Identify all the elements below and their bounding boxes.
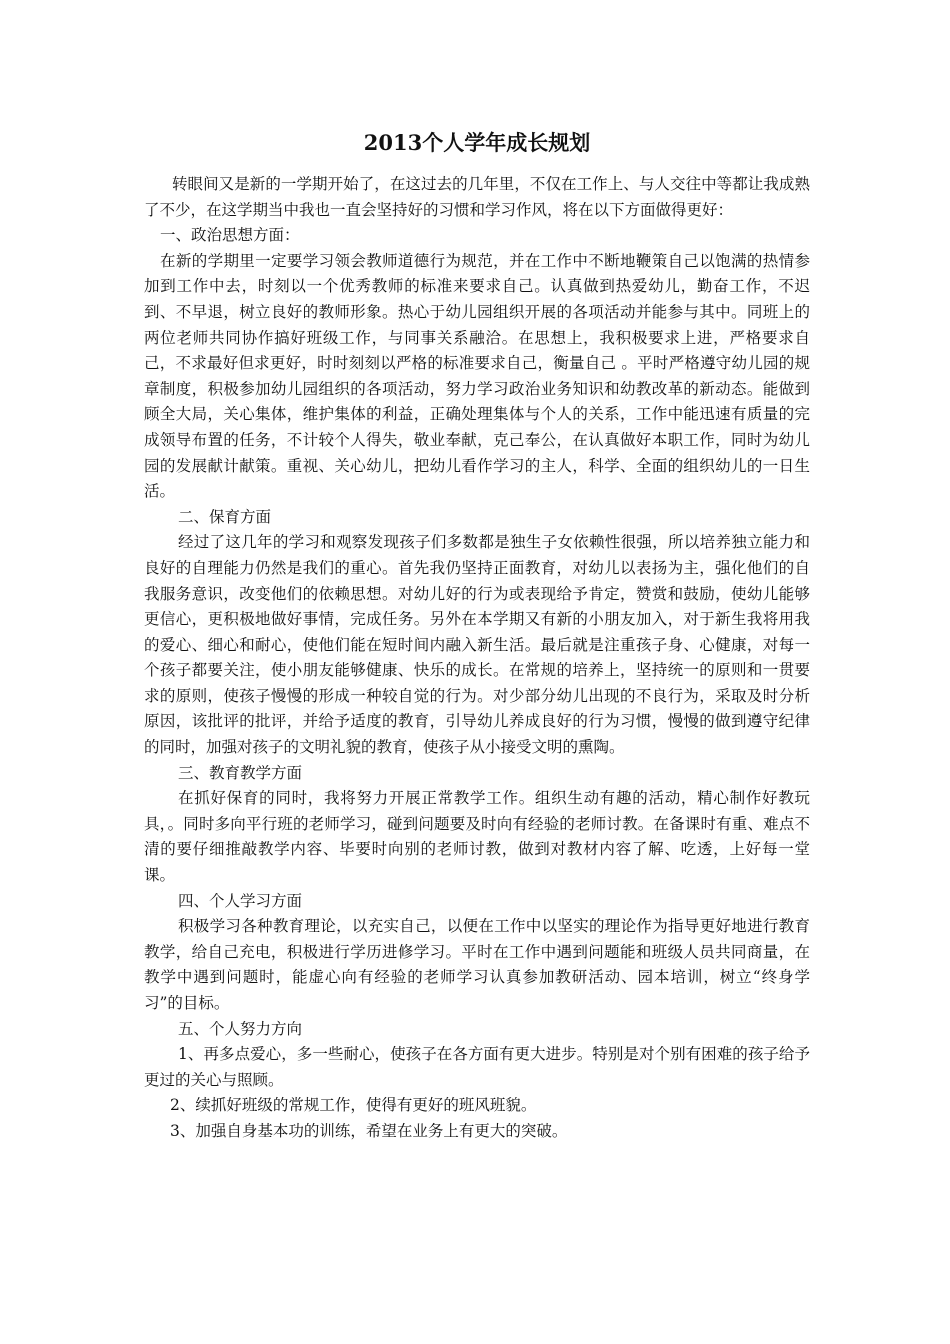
document-page [144,128,810,1145]
section-5-heading: 五、个人努力方向 [178,1019,303,1038]
section-1-heading: 一、政治思想方面： [160,226,300,245]
section-5-item-1: 1、再多点爱心，多一些耐心，使孩子在各方面有更大进步。特别是对个别有困难的孩子给予更过的关心与照顾。 [144,1045,810,1089]
section-2-body: 经过了这几年的学习和观察发现孩子们多数都是独生子女依赖性很强，所以培养独立能力和良好的自理能力仍然是我们的重心。首先我仍坚持正面教育，对幼儿以表扬为主，强化他们的自我服务意识，改变他们的依赖思想。对幼儿好的行为或表现给予肯定，赞赏和鼓励，使幼儿能够更信心，更积极地做好事情，完成任务。另外在本学期又有新的小朋友加入，对于新生我将用我的爱心、细心和耐心，使他们能在短时间内融入新生活。最后就是注重孩子身、心健康，对每一个孩子都要关注，使小朋友能够健康、快乐的成长。在常规的培养上，坚持统一的原则和一贯要求的原则，使孩子慢慢的形成一种较自觉的行为。对少部分幼儿出现的不良行为，采取及时分析原因，该批评的批评，并给予适度的教育，引导幼儿养成良好的行为习惯，慢慢的做到遵守纪律的同时，加强对孩子的文明礼貌的教育，使孩子从小接受文明的熏陶。 [144,533,810,757]
section-4-heading: 四、个人学习方面 [178,891,303,910]
section-3-body: 在抓好保育的同时，我将努力开展正常教学工作。组织生动有趣的活动，精心制作好教玩具，。同时多向平行班的老师学习，碰到问题要及时向有经验的老师讨教。在备课时有重、难点不清的要仔细推敲教学内容、毕要时向别的老师讨教，做到对教材内容了解、吃透，上好每一堂课。 [144,789,810,885]
section-5-item-2: 2、续抓好班级的常规工作，使得有更好的班风班貌。 [170,1096,537,1115]
document-title: 2013个人学年成长规划 [363,130,591,155]
section-1-body: 在新的学期里一定要学习领会教师道德行为规范，并在工作中不断地鞭策自己以饱满的热情参加到工作中去，时刻以一个优秀教师的标准来要求自己。认真做到热爱幼儿，勤奋工作，不迟到、不早退，树立良好的教师形象。热心于幼儿园组织开展的各项活动并能参与其中。同班上的两位老师共同协作搞好班级工作，与同事关系融洽。在思想上，我积极要求上进，严格要求自己，不求最好但求更好，时时刻刻以严格的标准要求自己，衡量自己 。平时严格遵守幼儿园的规章制度，积极参加幼儿园组织的各项活动，努力学习政治业务知识和幼教改革的新动态。能做到顾全大局，关心集体，维护集体的利益，正确处理集体与个人的关系，工作中能迅速有质量的完成领导布置的任务，不计较个人得失，敬业奉献，克己奉公，在认真做好本职工作，同时为幼儿园的发展献计献策。重视、关心幼儿，把幼儿看作学习的主人，科学、全面的组织幼儿的一日生活。 [144,251,810,501]
section-3-heading: 三、教育教学方面 [178,763,303,782]
section-2-heading: 二、保育方面 [178,507,272,526]
section-4-body: 积极学习各种教育理论，以充实自己，以便在工作中以坚实的理论作为指导更好地进行教育教学，给自己充电，积极进行学历进修学习。平时在工作中遇到问题能和班级人员共同商量，在教学中遇到问题时，能虚心向有经验的老师学习认真参加教研活动、园本培训，树立“终身学习”的目标。 [144,917,810,1012]
intro-paragraph: 转眼间又是新的一学期开始了，在这过去的几年里，不仅在工作上、与人交往中等都让我成熟了不少，在这学期当中我也一直会坚持好的习惯和学习作风，将在以下方面做得更好： [144,175,810,219]
section-5-item-3: 3、加强自身基本功的训练，希望在业务上有更大的突破。 [170,1121,568,1140]
